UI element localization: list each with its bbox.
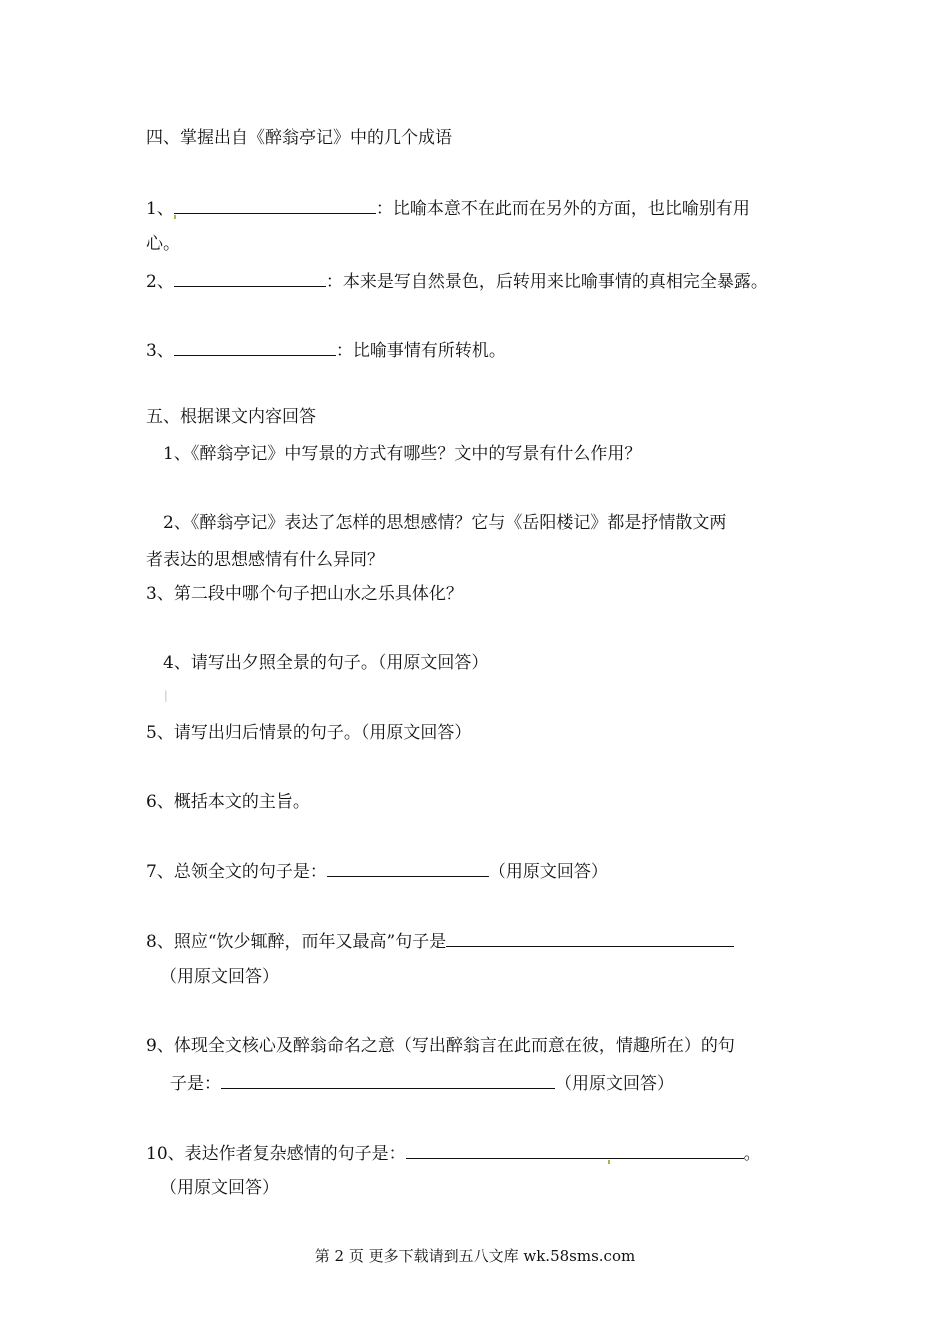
question-10-blank-wrap <box>406 1141 744 1165</box>
section5-heading: 五、根据课文内容回答 <box>146 407 316 427</box>
question-9-line-2 <box>170 1071 674 1093</box>
idiom-item-1-blank-wrap <box>174 196 376 220</box>
question-10-blank <box>406 1141 744 1159</box>
question-10-prompt: 10、表达作者复杂感情的句子是： <box>146 1144 406 1164</box>
idiom-item-2 <box>146 269 768 291</box>
idiom-item-3 <box>146 338 506 360</box>
idiom-item-3-blank <box>174 338 336 356</box>
question-10-period: 。 <box>743 1144 761 1164</box>
question-6: 6、概括本文的主旨。 <box>146 792 310 812</box>
idiom-item-3-definition: ：比喻事情有所转机。 <box>335 341 506 361</box>
idiom-item-1-blank <box>174 196 376 214</box>
question-4: 4、请写出夕照全景的句子。（用原文回答） <box>163 653 489 673</box>
idiom-item-1-definition: ：比喻本意不在此而在另外的方面，也比喻别有用 <box>375 199 750 219</box>
question-7-note: （用原文回答） <box>488 862 608 882</box>
idiom-item-2-definition: ：本来是写自然景色，后转用来比喻事情的真相完全暴露。 <box>325 272 768 292</box>
question-7 <box>146 859 608 881</box>
question-7-blank <box>327 859 489 877</box>
question-10-note: （用原文回答） <box>160 1178 279 1198</box>
idiom-item-1 <box>146 196 750 218</box>
question-8-note: （用原文回答） <box>160 967 279 987</box>
question-3: 3、第二段中哪个句子把山水之乐具体化？ <box>146 584 463 604</box>
question-2-line-2: 者表达的思想感情有什么异同？ <box>146 550 384 570</box>
question-10 <box>146 1141 761 1163</box>
question-1: 1、《醉翁亭记》中写景的方式有哪些？文中的写景有什么作用？ <box>163 444 642 464</box>
idiom-item-1-continuation: 心。 <box>146 234 180 254</box>
idiom-item-2-number: 2、 <box>146 272 174 292</box>
page-footer: 第 2 页 更多下载请到五八文库 wk.58sms.com <box>314 1247 636 1265</box>
question-8 <box>146 929 734 951</box>
stray-mark: | <box>164 689 168 702</box>
question-8-blank <box>446 929 734 947</box>
idiom-item-3-number: 3、 <box>146 341 174 361</box>
question-9-note: （用原文回答） <box>555 1074 674 1094</box>
section4-heading: 四、掌握出自《醉翁亭记》中的几个成语 <box>146 128 452 148</box>
question-7-prompt: 7、总领全文的句子是： <box>146 862 327 882</box>
question-2-line-1: 2、《醉翁亭记》表达了怎样的思想感情？它与《岳阳楼记》都是抒情散文两 <box>163 513 727 533</box>
idiom-item-1-number: 1、 <box>146 199 174 219</box>
idiom-item-2-blank <box>174 269 326 287</box>
marker-dot <box>174 215 176 219</box>
question-9-line-1: 9、体现全文核心及醉翁命名之意（写出醉翁言在此而意在彼，情趣所在）的句 <box>146 1036 735 1056</box>
question-9-prompt: 子是： <box>170 1074 221 1094</box>
marker-dot <box>608 1160 610 1164</box>
question-8-prompt: 8、照应“饮少辄醉，而年又最高”句子是 <box>146 932 447 952</box>
question-5: 5、请写出归后情景的句子。（用原文回答） <box>146 723 472 743</box>
question-9-blank <box>221 1071 555 1089</box>
